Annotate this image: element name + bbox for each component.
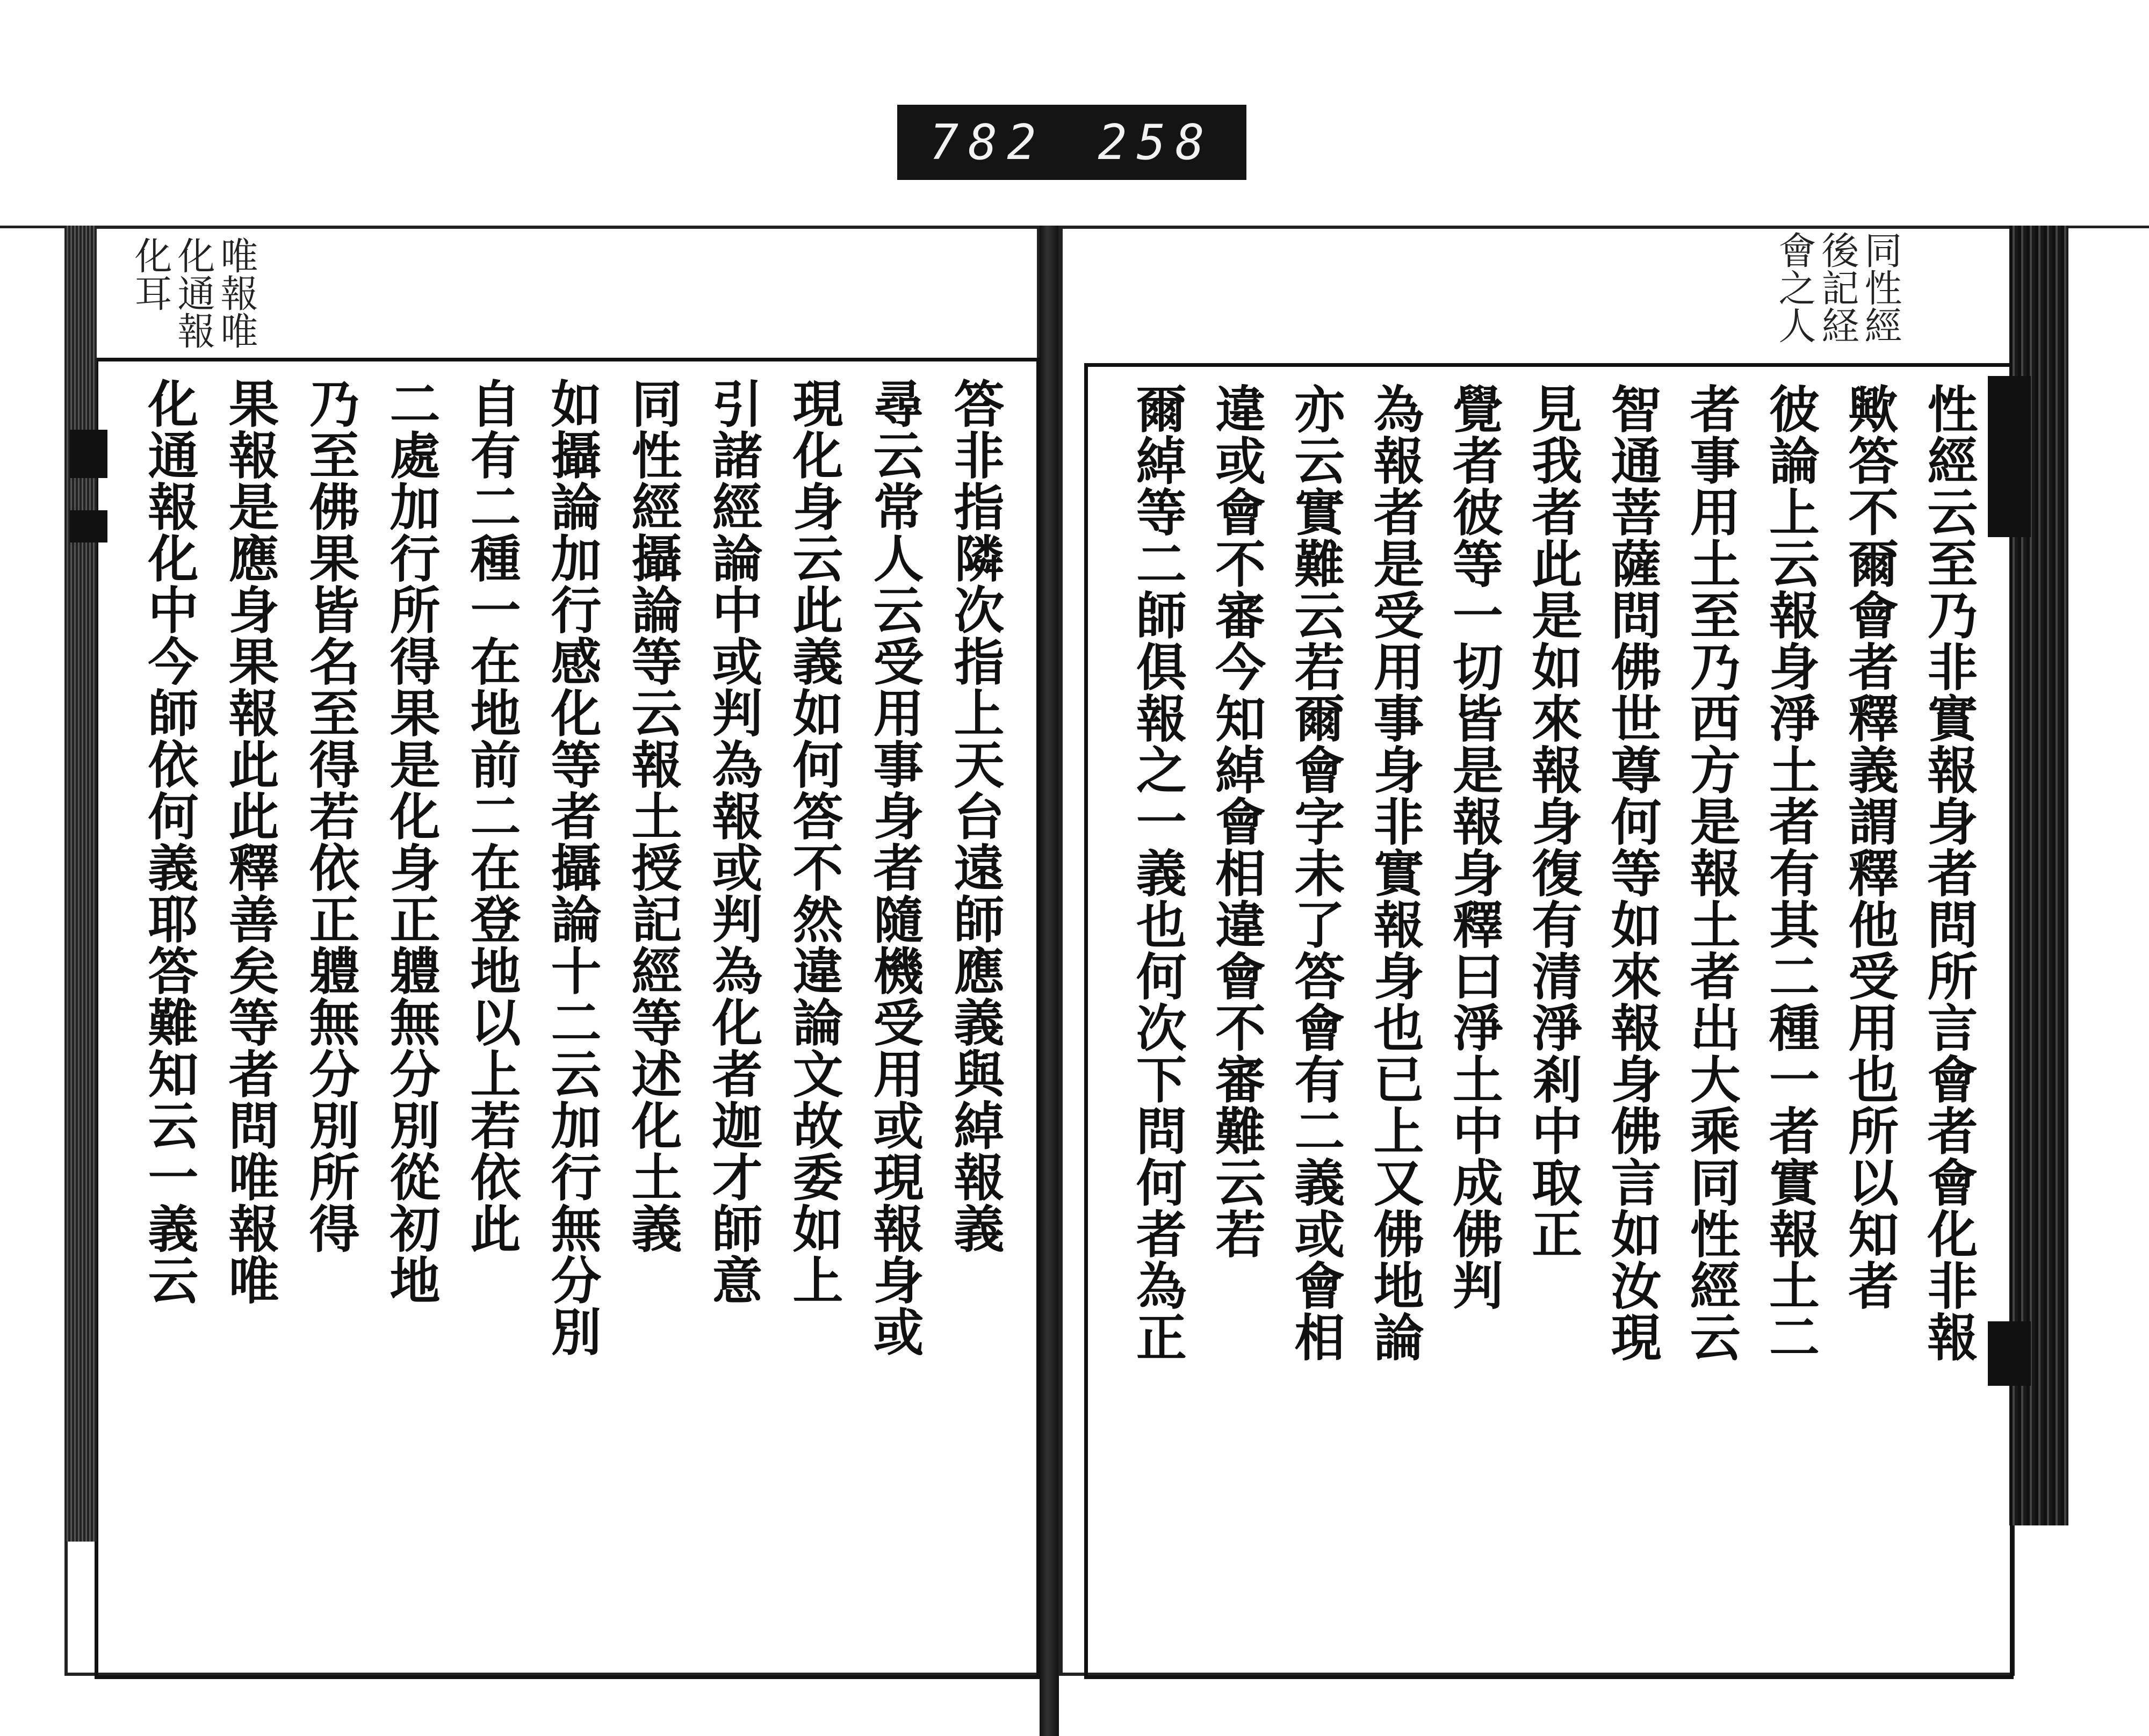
left-edge-marker (70, 510, 107, 542)
left-column: 自有二種一在地前二在登地以上若依此 (461, 378, 521, 1254)
left-edge-marker (70, 430, 107, 478)
right-column: 為報者是受用事身非實報身也已上又佛地論 (1365, 383, 1424, 1363)
right-margin-note: 同性經 後記経 會之人 (1772, 231, 1902, 344)
right-column: 爾綽等二師俱報之一義也何次下問何者為正 (1127, 383, 1187, 1363)
film-number-left: 782 (929, 114, 1046, 171)
left-column: 同性經攝論等云報土授記經等述化土義 (623, 378, 682, 1254)
left-page-text (123, 378, 1015, 1645)
left-column: 果報是應身果報此此釋善矣等者問唯報唯 (220, 378, 279, 1306)
scan-rule-right (2068, 226, 2149, 228)
right-edge-marker (1988, 1321, 2031, 1386)
right-column: 見我者此是如來報身復有清淨剎中取正 (1523, 383, 1582, 1260)
right-column: 覺者彼等一切皆是報身釋曰淨土中成佛判 (1444, 383, 1503, 1311)
right-column: 亦云實難云若爾會字未了答會有二義或會相 (1285, 383, 1345, 1363)
left-column: 引諸經論中或判為報或判為化者迦才師意 (703, 378, 762, 1306)
book-spine (1040, 226, 1059, 1736)
right-page-text (1118, 383, 1988, 1651)
right-page-frame (1084, 363, 2014, 1679)
left-column: 如攝論加行感化等者攝論十二云加行無分別 (542, 378, 601, 1357)
left-column: 答非指隣次指上天台遠師應義與綽報義 (945, 378, 1004, 1254)
left-column: 化通報化中今師依何義耶答難知云一義云 (139, 378, 198, 1306)
right-column: 彼論上云報身淨土者有其二種一者實報土二 (1760, 383, 1820, 1363)
left-margin-note: 唯報唯 化通報 化耳 (128, 236, 258, 349)
film-label (897, 105, 1246, 180)
left-page-edge (64, 226, 97, 1542)
left-column: 乃至佛果皆名至得若依正軆無分別所得 (300, 378, 359, 1254)
right-column: 智通菩薩問佛世尊何等如來報身佛言如汝現 (1602, 383, 1661, 1363)
right-column: 者事用土至乃西方是報土者出大乘同性經云 (1681, 383, 1741, 1363)
right-column: 歟答不爾會者釋義謂釋他受用也所以知者 (1839, 383, 1899, 1311)
left-column: 尋云常人云受用事身者隨機受用或現報身或 (864, 378, 924, 1357)
left-page-frame (95, 358, 1040, 1679)
right-column: 性經云至乃非實報身者問所言會者會化非報 (1919, 383, 1978, 1363)
left-column: 二處加行所得果是化身正軆無分別從初地 (381, 378, 440, 1306)
right-edge-marker (1988, 376, 2031, 537)
left-column: 現化身云此義如何答不然違論文故委如上 (784, 378, 843, 1306)
film-number-right: 258 (1098, 114, 1214, 171)
right-column: 違或會不審今知綽會相違會不審難云若 (1206, 383, 1266, 1260)
right-page (1058, 226, 2015, 1676)
left-page (64, 226, 1042, 1676)
